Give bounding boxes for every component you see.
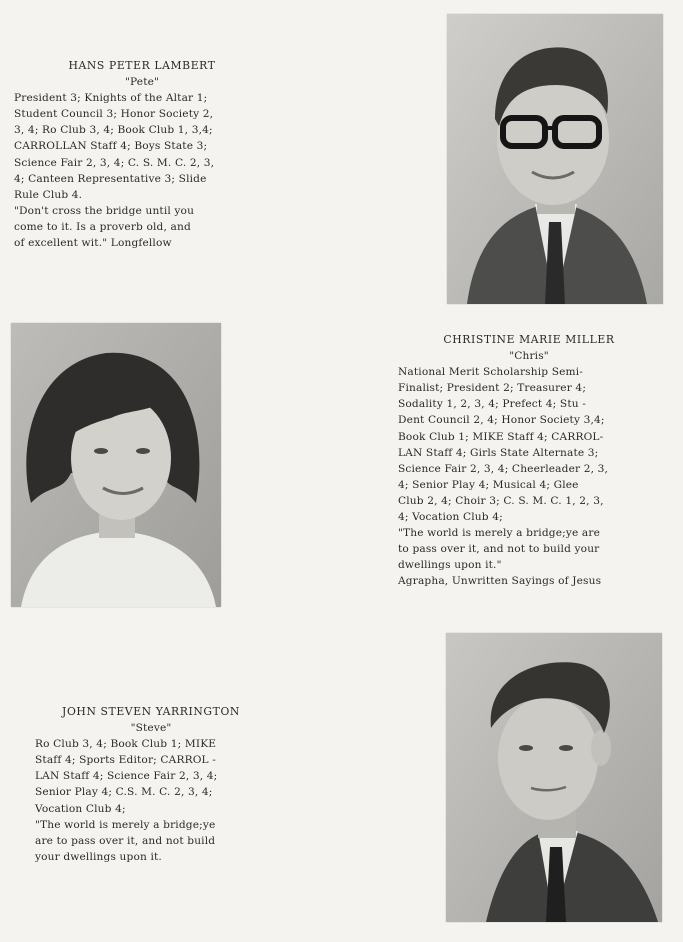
activity-line: President 3; Knights of the Altar 1;: [14, 92, 208, 105]
senior-entry-lambert: [14, 58, 270, 251]
student-nickname: "Chris": [509, 350, 549, 363]
senior-entry-miller: [398, 332, 660, 590]
portrait-photo-lambert: [447, 14, 663, 304]
activity-line: LAN Staff 4; Girls State Alternate 3;: [398, 446, 599, 459]
activity-line: Student Council 3; Honor Society 2,: [14, 108, 214, 121]
activity-line: National Merit Scholarship Semi-: [398, 366, 583, 379]
activity-line: 4; Vocation Club 4;: [398, 511, 503, 524]
quote-line: "Don't cross the bridge until you: [14, 204, 195, 217]
quote-line: "The world is merely a bridge;ye: [35, 818, 216, 831]
student-name: HANS PETER LAMBERT: [68, 59, 216, 72]
student-name: CHRISTINE MARIE MILLER: [443, 333, 615, 346]
activity-line: Science Fair 2, 3, 4; Cheerleader 2, 3,: [398, 462, 609, 475]
activity-line: Vocation Club 4;: [35, 802, 126, 815]
portrait-photo-yarrington: [446, 633, 662, 922]
activity-line: 4; Canteen Representative 3; Slide: [14, 172, 207, 185]
quote-line: dwellings upon it.": [398, 559, 502, 572]
quote-line: to pass over it, and not to build your: [398, 543, 600, 556]
quote-line: "The world is merely a bridge;ye are: [398, 527, 601, 540]
student-nickname: "Steve": [130, 722, 172, 735]
quote-line: of excellent wit." Longfellow: [14, 237, 172, 250]
quote-line: are to pass over it, and not build: [35, 834, 216, 847]
activity-line: Finalist; President 2; Treasurer 4;: [398, 382, 587, 395]
activity-line: CARROLLAN Staff 4; Boys State 3;: [14, 140, 208, 153]
quote-line: come to it. Is a proverb old, and: [14, 220, 191, 233]
quote-line: your dwellings upon it.: [35, 850, 162, 863]
student-name: JOHN STEVEN YARRINGTON: [62, 705, 240, 718]
activity-line: 3, 4; Ro Club 3, 4; Book Club 1, 3,4;: [14, 124, 213, 137]
student-nickname: "Pete": [124, 76, 160, 89]
activity-line: Science Fair 2, 3, 4; C. S. M. C. 2, 3,: [14, 156, 215, 169]
activity-line: LAN Staff 4; Science Fair 2, 3, 4;: [35, 770, 218, 783]
quote-line: Agrapha, Unwritten Sayings of Jesus: [398, 575, 602, 588]
activity-line: Book Club 1; MIKE Staff 4; CARROL-: [398, 430, 604, 443]
activity-line: Staff 4; Sports Editor; CARROL -: [35, 754, 216, 767]
senior-entry-yarrington: [35, 704, 267, 865]
activity-line: Ro Club 3, 4; Book Club 1; MIKE: [35, 738, 217, 751]
activity-line: Sodality 1, 2, 3, 4; Prefect 4; Stu -: [398, 398, 586, 411]
portrait-photo-miller: [11, 323, 221, 607]
activity-line: Rule Club 4.: [14, 188, 83, 201]
activity-line: Dent Council 2, 4; Honor Society 3,4;: [398, 414, 605, 427]
activity-line: Senior Play 4; C.S. M. C. 2, 3, 4;: [35, 786, 213, 799]
activity-line: 4; Senior Play 4; Musical 4; Glee: [398, 478, 579, 491]
activity-line: Club 2, 4; Choir 3; C. S. M. C. 1, 2, 3,: [398, 494, 604, 507]
